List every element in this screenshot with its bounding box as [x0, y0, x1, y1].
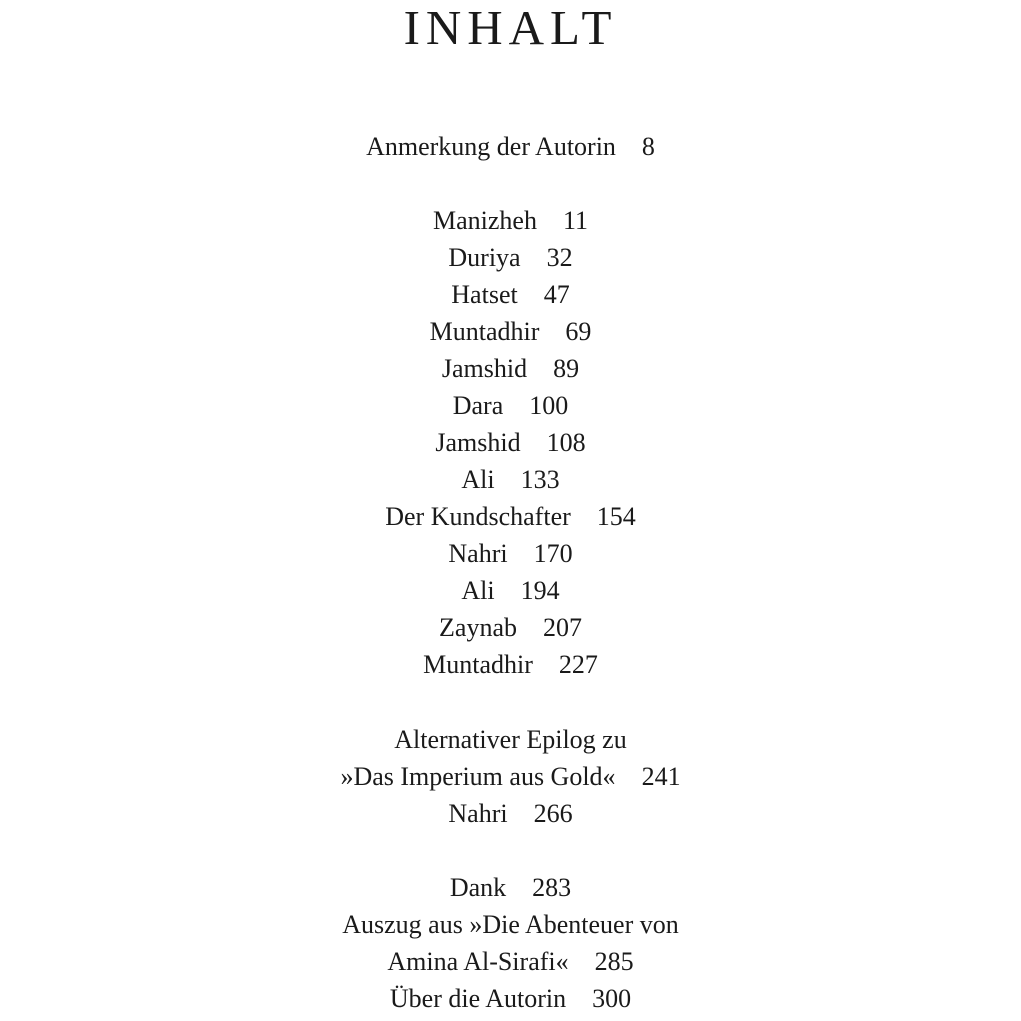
page-title: INHALT	[403, 0, 618, 55]
epilogue-title-line1: Alternativer Epilog zu	[394, 725, 627, 754]
toc-entry-page: 283	[532, 873, 572, 902]
toc-entry-page: 108	[546, 428, 586, 457]
toc-entry-page: 133	[520, 465, 560, 494]
toc-entry-title: Manizheh	[432, 206, 537, 235]
toc-entry[interactable]	[0, 461, 1021, 498]
toc-entry[interactable]	[0, 980, 1021, 1017]
toc-entry-page: 89	[553, 354, 580, 383]
toc-entry-title: Muntadhir	[423, 650, 533, 679]
toc-entry-title: Muntadhir	[429, 317, 540, 346]
toc-entry[interactable]	[0, 572, 1021, 609]
toc-entry-title: Jamshid	[441, 354, 528, 383]
toc-entry-page: 170	[533, 539, 573, 568]
toc-entry-title: Dara	[452, 391, 504, 420]
toc-entry[interactable]	[0, 498, 1021, 535]
toc-entry-page: 300	[592, 984, 632, 1013]
toc-entry[interactable]	[0, 943, 1021, 980]
toc-entry-page: 266	[533, 799, 573, 828]
toc-entry[interactable]	[0, 609, 1021, 646]
toc-entry[interactable]	[0, 758, 1021, 795]
toc-entry-line[interactable]	[0, 721, 1021, 758]
toc-entry-page: 8	[641, 132, 655, 161]
excerpt-title-line1: Auszug aus »Die Abenteuer von	[342, 910, 679, 939]
toc-entry-title: Jamshid	[435, 428, 521, 457]
toc-entry-title: Duriya	[448, 243, 521, 272]
toc-entry-title: Ali	[461, 465, 495, 494]
toc-entry-title: Nahri	[448, 799, 508, 828]
toc-entry-title: Hatset	[451, 280, 518, 309]
front-matter-section	[0, 128, 1021, 165]
toc-entry-page: 154	[596, 502, 636, 531]
toc-entry[interactable]	[0, 202, 1021, 239]
epilogue-title-line2: »Das Imperium aus Gold«	[340, 762, 616, 791]
toc-entry-page: 47	[543, 280, 570, 309]
toc-entry[interactable]	[0, 387, 1021, 424]
toc-entry[interactable]	[0, 239, 1021, 276]
epilogue-section	[0, 721, 1021, 832]
toc-entry[interactable]	[0, 535, 1021, 572]
toc-entry[interactable]	[0, 128, 1021, 165]
toc-entry-title: Zaynab	[439, 613, 517, 642]
toc-entry-page: 100	[529, 391, 569, 420]
toc-entry-page: 285	[594, 947, 634, 976]
toc-entry-page: 11	[562, 206, 588, 235]
toc-entry-title: Ali	[461, 576, 495, 605]
toc-entry-page: 207	[542, 613, 582, 642]
toc-entry[interactable]	[0, 313, 1021, 350]
toc-entry[interactable]	[0, 795, 1021, 832]
toc-entry-title: Dank	[449, 873, 507, 902]
toc-entry-title: Anmerkung der Autorin	[366, 132, 616, 161]
toc-entry-title: Der Kundschafter	[385, 502, 571, 531]
toc-entry-page: 227	[558, 650, 598, 679]
excerpt-title-line2: Amina Al-Sirafi«	[387, 947, 569, 976]
toc-entry[interactable]	[0, 350, 1021, 387]
toc-entry[interactable]	[0, 646, 1021, 683]
toc-entry[interactable]	[0, 424, 1021, 461]
toc-entry-line[interactable]	[0, 906, 1021, 943]
toc-entry[interactable]	[0, 276, 1021, 313]
toc-entry-page: 69	[565, 317, 592, 346]
toc-entry-page: 241	[641, 762, 681, 791]
back-matter-section	[0, 869, 1021, 1017]
toc-entry-title: Über die Autorin	[389, 984, 567, 1013]
chapters-section	[0, 202, 1021, 683]
toc-entry-page: 32	[546, 243, 573, 272]
toc-entry-title: Nahri	[448, 539, 508, 568]
toc-entry[interactable]	[0, 869, 1021, 906]
toc-entry-page: 194	[520, 576, 560, 605]
